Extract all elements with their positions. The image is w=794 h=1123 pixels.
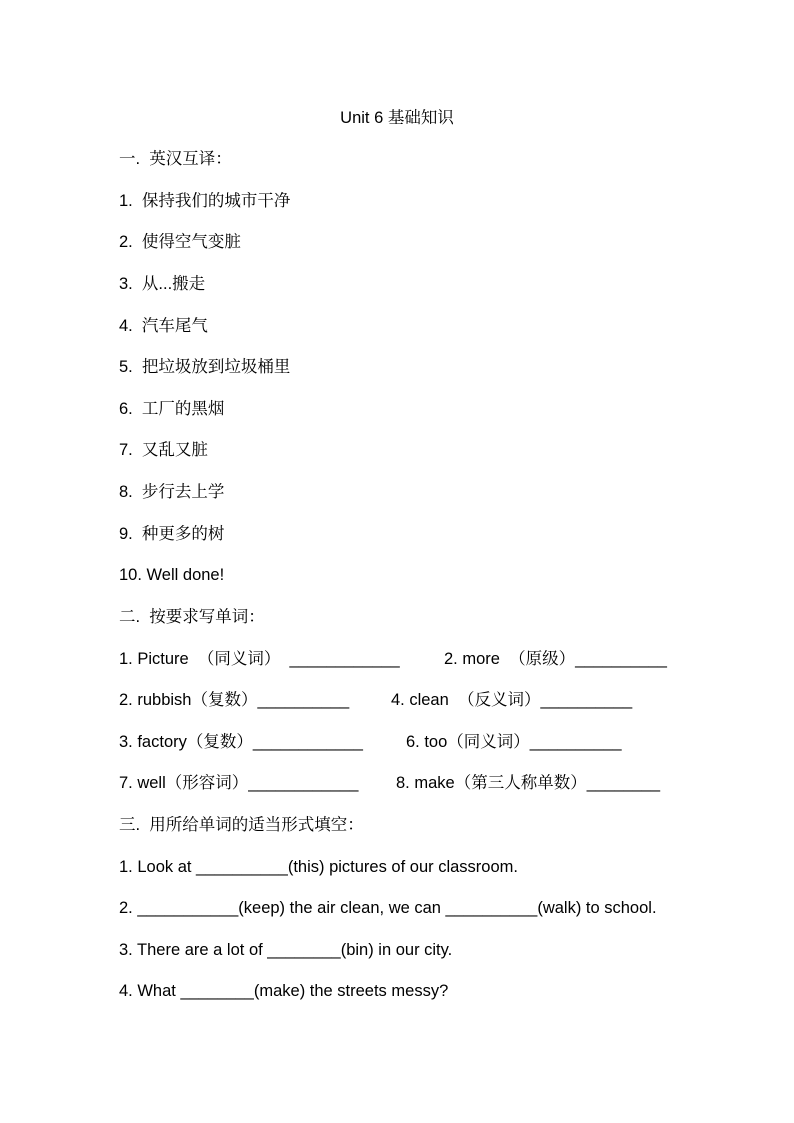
section1-item-9: 9. 种更多的树 bbox=[119, 525, 225, 543]
page-title: Unit 6 基础知识 bbox=[340, 109, 454, 127]
section1-item-6: 6. 工厂的黑烟 bbox=[119, 400, 225, 418]
section1-item-8: 8. 步行去上学 bbox=[119, 483, 225, 501]
section3-item-1: 1. Look at __________(this) pictures of our classroom. bbox=[119, 858, 518, 876]
section2-row-4-right: 8. make（第三人称单数）________ bbox=[396, 774, 661, 792]
section1-heading: 一. 英汉互译： bbox=[119, 150, 232, 168]
section1-item-5: 5. 把垃圾放到垃圾桶里 bbox=[119, 358, 291, 376]
section1-item-1: 1. 保持我们的城市干净 bbox=[119, 192, 291, 210]
section1-item-4: 4. 汽车尾气 bbox=[119, 317, 208, 335]
section3-item-3: 3. There are a lot of ________(bin) in our city. bbox=[119, 941, 453, 959]
section2-row-3-right: 6. too（同义词）__________ bbox=[406, 733, 622, 751]
section3-item-4: 4. What ________(make) the streets messy? bbox=[119, 982, 449, 1000]
section1-item-3: 3. 从...搬走 bbox=[119, 275, 206, 293]
section2-row-1-left: 1. Picture （同义词） ____________ bbox=[119, 650, 400, 668]
section3-item-2: 2. ___________(keep) the air clean, we can __________(walk) to school. bbox=[119, 899, 657, 917]
section1-item-2: 2. 使得空气变脏 bbox=[119, 233, 241, 251]
section2-heading: 二. 按要求写单词： bbox=[119, 608, 265, 626]
section3-heading: 三. 用所给单词的适当形式填空： bbox=[119, 816, 364, 834]
section2-row-4-left: 7. well（形容词）____________ bbox=[119, 774, 359, 792]
section2-row-2-right: 4. clean （反义词）__________ bbox=[391, 691, 633, 709]
section1-item-10: 10. Well done! bbox=[119, 566, 225, 584]
section2-row-3-left: 3. factory（复数）____________ bbox=[119, 733, 363, 751]
section1-item-7: 7. 又乱又脏 bbox=[119, 441, 208, 459]
section2-row-2-left: 2. rubbish（复数）__________ bbox=[119, 691, 350, 709]
section2-row-1-right: 2. more （原级）__________ bbox=[444, 650, 667, 668]
